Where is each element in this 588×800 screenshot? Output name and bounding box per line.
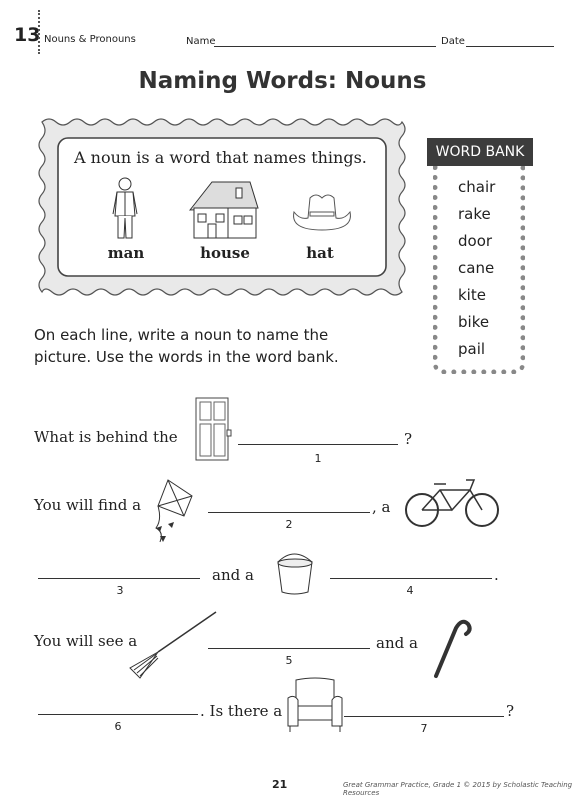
sentence-5-end: ? xyxy=(506,702,515,720)
name-field[interactable] xyxy=(214,46,436,47)
sentence-5-mid: . Is there a xyxy=(200,702,283,720)
sentence-1-text: What is behind the xyxy=(34,428,178,446)
sentence-2-mid: , a xyxy=(372,498,391,516)
name-label: Name xyxy=(186,36,216,47)
answer-number: 4 xyxy=(406,584,414,597)
footer-page-number: 21 xyxy=(272,778,288,791)
sentence-3-mid: and a xyxy=(212,566,254,584)
word-bank-heading: WORD BANK xyxy=(427,138,533,166)
kite-icon xyxy=(148,476,202,548)
example-label-hat: hat xyxy=(306,244,334,262)
answer-number: 5 xyxy=(285,654,293,667)
hat-icon xyxy=(290,190,354,234)
word-bank-item: kite xyxy=(458,286,486,304)
chair-icon xyxy=(286,676,344,734)
word-bank-item: door xyxy=(458,232,493,250)
word-bank-item: bike xyxy=(458,313,490,331)
answer-number: 2 xyxy=(285,518,293,531)
word-bank-item: pail xyxy=(458,340,486,358)
answer-number: 7 xyxy=(420,722,428,735)
answer-line-6[interactable] xyxy=(38,714,198,715)
sentence-4-text: You will see a xyxy=(34,632,138,650)
date-label: Date xyxy=(441,36,465,47)
answer-line-1[interactable] xyxy=(238,444,398,445)
word-bank-item: cane xyxy=(458,259,495,277)
word-bank-item: rake xyxy=(458,205,491,223)
sentence-3-end: . xyxy=(494,566,499,584)
sentence-1-end: ? xyxy=(404,430,413,448)
pail-icon xyxy=(274,552,316,596)
answer-number: 6 xyxy=(114,720,122,733)
cane-icon xyxy=(430,618,474,680)
word-bank-item: chair xyxy=(458,178,496,196)
answer-number: 1 xyxy=(314,452,322,465)
page-title: Naming Words: Nouns xyxy=(138,68,427,94)
date-field[interactable] xyxy=(466,46,554,47)
answer-number: 3 xyxy=(116,584,124,597)
footer-credit: Great Grammar Practice, Grade 1 © 2015 by Scholastic Teaching Resources xyxy=(343,781,573,797)
door-icon xyxy=(194,396,232,462)
bike-icon xyxy=(404,472,500,530)
answer-line-2[interactable] xyxy=(208,512,370,513)
answer-line-5[interactable] xyxy=(208,648,370,649)
example-label-man: man xyxy=(107,244,145,262)
header-divider xyxy=(38,10,40,54)
section-title: Nouns & Pronouns xyxy=(44,34,136,45)
instruction-line: On each line, write a noun to name the xyxy=(34,326,329,344)
definition-text: A noun is a word that names things. xyxy=(74,148,367,167)
page-number: 13 xyxy=(14,24,41,46)
answer-line-4[interactable] xyxy=(330,578,492,579)
sentence-2-text: You will find a xyxy=(34,496,142,514)
sentence-4-mid: and a xyxy=(376,634,418,652)
man-icon xyxy=(108,176,142,242)
answer-line-3[interactable] xyxy=(38,578,200,579)
instruction-line: picture. Use the words in the word bank. xyxy=(34,348,339,366)
example-label-house: house xyxy=(200,244,250,262)
answer-line-7[interactable] xyxy=(344,716,504,717)
rake-icon xyxy=(128,608,220,680)
house-icon xyxy=(188,178,260,240)
